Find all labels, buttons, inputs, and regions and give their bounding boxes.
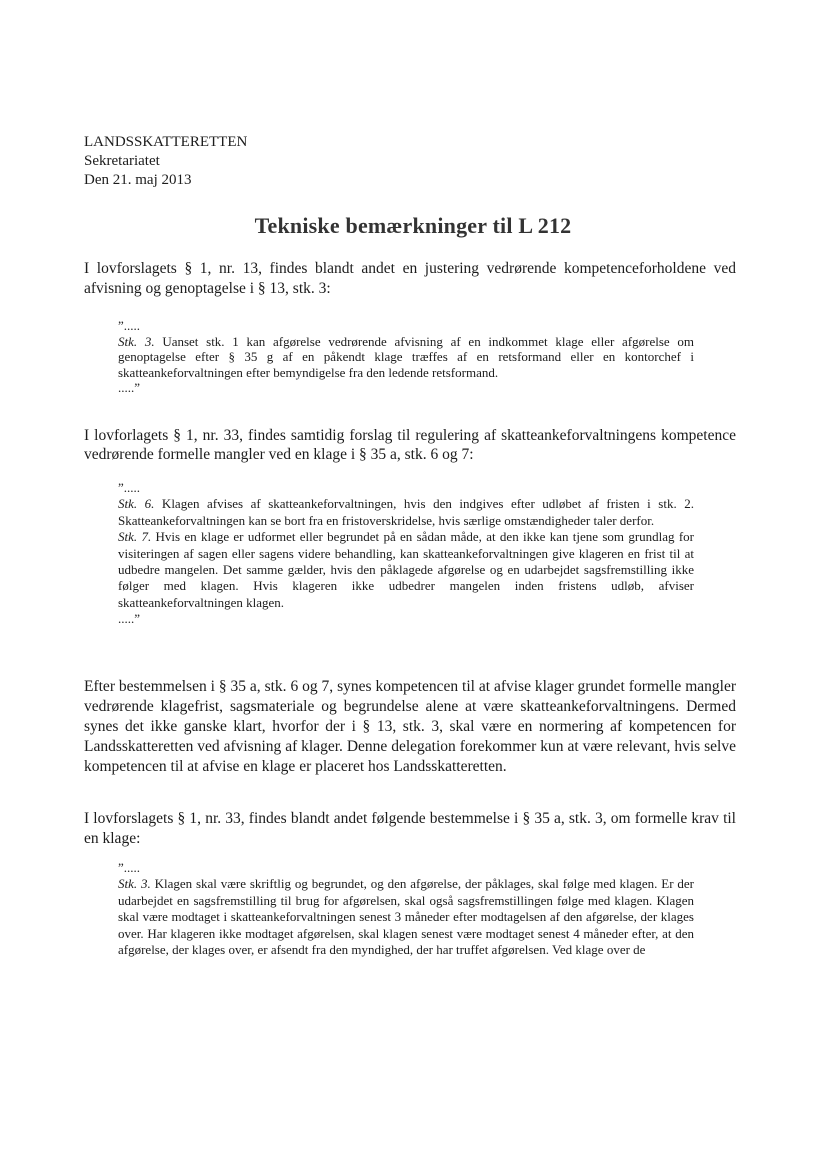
letterhead — [84, 133, 247, 190]
stk-6-label: Stk. 6. — [118, 496, 155, 512]
quote-open: ”..... — [118, 860, 141, 875]
quote-open: ”..... — [118, 480, 141, 495]
paragraph-2: I lovforlagets § 1, nr. 33, findes samtidig forslag til regulering af skatteankeforvaltningens kompetence vedrørende formelle mangler ved en klage i § 35 a, stk. 6 og 7: — [84, 427, 736, 463]
stk-text: Uanset stk. 1 kan afgørelse vedrørende afvisning af en indkommet klage eller afgørelse om genoptagelse efter § 35 g af en påkendt klage træffes af en retsformand eller en kontorchef i skatteankeforvaltningen efter bemyndigelse fra den ledende retsformand. — [118, 333, 694, 380]
document-title: Tekniske bemærkninger til L 212 — [254, 213, 572, 238]
quote-stk-6-7-section-35a — [118, 480, 694, 628]
quote-close: .....” — [118, 380, 141, 396]
department-name: Sekretariatet — [84, 153, 160, 169]
stk-7-text: Hvis en klage er udformet eller begrundet på en sådan måde, at den ikke kan tjene som grundlag for visiteringen af sagen eller sagens videre behandling, kan skatteankeforvaltningen give klageren en frist til at udbedre mangelen. Det samme gælder, hvis den påklagede afgørelse og en udarbejdet sagsfremstilling ikke følger med klagen. Hvis klageren ikke udbedrer mangelen inden fristens udløb, afviser skatteankeforvaltningen klagen. — [118, 529, 694, 610]
paragraph-4: I lovforslagets § 1, nr. 33, findes blandt andet følgende bestemmelse i § 35 a, stk. 3, om formelle krav til en klage: — [84, 810, 736, 847]
stk-6-text: Klagen afvises af skatteankeforvaltningen, hvis den indgives efter udløbet af fristen i stk. 2. Skatteankeforvaltningen kan se bort fra en fristoverskridelse, hvis særlige omstændigheder taler derfor. — [118, 496, 694, 528]
stk-7-paragraph — [118, 529, 694, 611]
quote-open: ”..... — [118, 318, 141, 333]
quote-stk-3-section-13 — [118, 318, 694, 396]
paragraph-1: I lovforslagets § 1, nr. 13, findes blandt andet en justering vedrørende kompetenceforholdene ved afvisning og genoptagelse i § 13, stk. 3: — [84, 260, 736, 297]
quote-close: .....” — [118, 611, 141, 627]
stk-label: Stk. 3. — [118, 333, 155, 349]
quote-body — [118, 334, 694, 381]
document-date: Den 21. maj 2013 — [84, 172, 192, 188]
stk-7-label: Stk. 7. — [118, 529, 152, 545]
stk-text: Klagen skal være skriftlig og begrundet, og den afgørelse, der påklages, skal følge med klagen. Er der udarbejdet en sagsfremstilling til brug for afgørelsen, skal også sagsfremstillingen følge med klagen. Klagen skal være modtaget i skatteankeforvaltningen senest 3 måneder efter modtagelsen af den afgørelse, der klages over. Har klageren ikke modtaget afgørelsen, skal klagen senest være modtaget senest 4 måneder efter, at den afgørelse, der klages over, er afsendt fra den myndighed, der har truffet afgørelsen. Ved klage over de — [118, 876, 694, 958]
paragraph-3: Efter bestemmelsen i § 35 a, stk. 6 og 7, synes kompetencen til at afvise klager grundet formelle mangler vedrørende klagefrist, sagsmateriale og begrundelse alene at være skatteankeforvaltningens. Dermed synes det ikke ganske klart, hvorfor der i § 13, stk. 3, skal være en normering af kompetencen for Landsskatteretten ved afvisning af klager. Denne delegation forekommer kun at være relevant, hvis selve kompetencen til at afvise en klage er placeret hos Landsskatteretten. — [84, 678, 736, 775]
stk-label: Stk. 3. — [118, 876, 151, 892]
quote-stk-3-section-35a — [118, 860, 694, 958]
quote-body — [118, 876, 694, 958]
organization-name: LANDSSKATTERETTEN — [84, 134, 248, 150]
stk-6-paragraph — [118, 496, 694, 529]
